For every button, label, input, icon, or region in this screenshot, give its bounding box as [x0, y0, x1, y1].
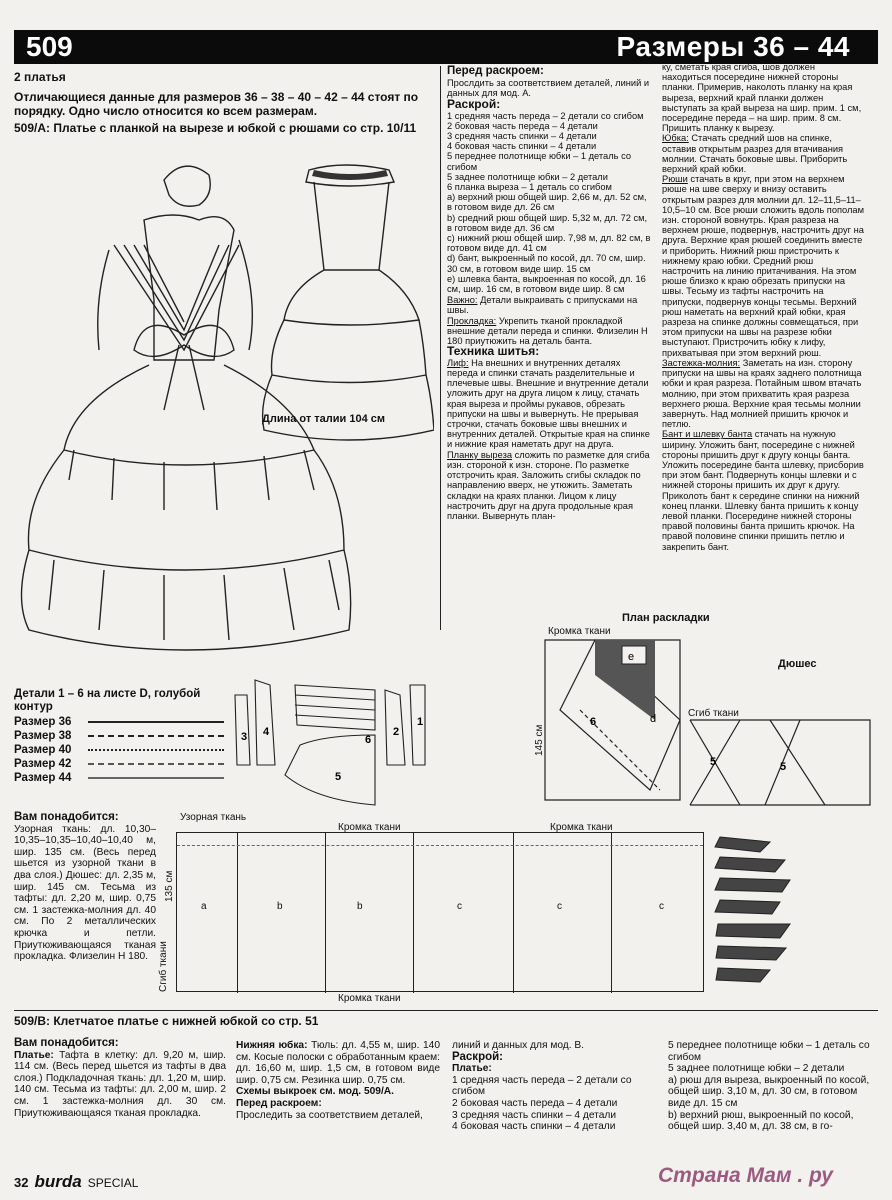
plan-title: План раскладки — [622, 612, 710, 624]
list-item: b) средний рюш общей шир. 5,32 м, дл. 72 см, в готовом виде дл. 36 см — [447, 212, 648, 233]
footer — [14, 1172, 138, 1192]
column-2: Перед раскроем: Прослдить за соответствием деталей, линий и данных для мод. А. Раскрой: 1 средняя часть переда – 2 детали со сгибом 2 боковая часть переда – 4 детали 3 средняя часть спинки – 4 детали 4 боковая часть спинки – 4 детали 5 переднее полотнище юбки – 1 деталь со сгибом 5 заднее полотнище юбки – 2 детали 6 планка выреза – 1 деталь со сгибом а) верхний рюш общей шир. 2,66 м, дл. 52 см, в готовом виде дл. 26 см b) средний рюш общей шир. 5,32 м, дл. 72 см, в готовом виде дл. 36 см с) нижний рюш общей шир. 7,98 м, дл. 82 см, в готовом виде дл. 41 см d) бант, выкроенный по косой, дл. 70 см, шир. 30 см, в готовом виде шир. 15 см е) шлевка банта, выкроенная по косой, дл. 16 см, шир. 16 см, в готовом виде шир. 8 см Важно: Детали выкраивать с припусками на швы. Прокладка: Укрепить тканой прокладкой внешние детали переда и спинки. Флизелин Н 180 приутюжить на деталь банта. Техника шитья: Лиф: На внешних и внутренних деталях переда и спинки стачать разделительные и плечевые швы. Внешние и внутренние детали уложить друг на друга лицом к лицу, стачать края выреза и проймы рукавов, обрезать припуски на швы и вывернуть. Не прерывая строчки, стачать боковые швы внешних и внутренних деталей. Открытые края на спинке и нижние края наметать друг на друга. Планку выреза сложить по разметке для сгиба изн. стороной к изн. стороне. По разметке отстрочить края. Заложить сгибы складок по направлению вверх, не утюжить. Заметать складки на краях планки. Лицом к лицу настрочить друг на друга продольные края планки. Вывернуть план- — [447, 66, 653, 521]
svg-text:5: 5 — [710, 756, 717, 768]
piece-label: b — [277, 901, 283, 912]
svg-text:e: e — [628, 651, 635, 663]
width-135: 135 см — [164, 870, 175, 902]
model-b-title: 509/В: Клетчатое платье с нижней юбкой со стр. 51 — [14, 1014, 319, 1028]
list-item: 5 переднее полотнище юбки – 1 деталь со сгибом — [668, 1040, 870, 1063]
kromka-label: Кромка ткани — [338, 822, 401, 833]
svg-text:6: 6 — [365, 734, 372, 746]
pattern-pieces — [225, 675, 435, 815]
details-title: Детали 1 – 6 на листе D, голубой контур — [14, 688, 201, 713]
list-item: 5 заднее полотнище юбки – 2 детали — [447, 171, 608, 182]
model-a-title: 509/А: Платье с планкой на вырезе и юбкой с рюшами со стр. 10/11 — [14, 121, 417, 135]
dyushes-label: Дюшес — [778, 658, 817, 670]
svg-text:5: 5 — [335, 771, 342, 783]
kromka-label: Кромка ткани — [550, 822, 613, 833]
watermark: Страна Мам . ру — [658, 1164, 833, 1187]
list-item: 3 средняя часть спинки – 4 детали — [452, 1109, 617, 1121]
details-legend — [14, 688, 224, 785]
column-3: ку, сметать края сгиба, шов должен находиться посередине нижней стороны планки. Примерив, наколоть планку на края выреза, верхний край планки должен выступать за край выреза на шир. прим. 1 см, посередине переда – на шир. прим. 8 см. Пришить планку к вырезу. Юбка: Стачать средний шов на спинке, оставив открытым разрез для втачивания молнии. Стачать боковые швы. Приборить верхний край юбки. Рюши стачать в круг, при этом на верхнем рюше на шве сверху и внизу оставить открытым разрез для молнии дл. 12–11,5–11–10,5–10 см. Все рюши сложить вдоль пополам изн. стороной вовнутрь. Края разреза на верхнем рюше, подвернув, настрочить друг на друга. Верхние края рюшей соединить вместе и приборить. Нижний рюш пристрочить к нижнему краю юбки. Средний рюш настрочить на линию притачивания. На этом рюше близко к краю обрезать припуски на швы. Тесьму из тафты настрочить на припуски, подвернув концы тесьмы. Верхний рюш наметать на верхний край юбки, края разреза на спинке должны совмещаться, при этом припуски на швы на разрезе юбки выступают. Пристрочить юбку к лифу, прихватывая при этом верхний рюш. Застежка-молния: Заметать на изн. сторону припуски на швы на краях заднего полотнища юбки и края разреза. Потайным швом втачать молнию, при этом прихватить края разреза верхнего рюша. Верхние края тесьмы молнии завернуть. Над молнией пришить крючок и петлю. Бант и шлевку банта стачать на нужную ширину. Уложить бант, посередине с нижней стороны пришить друг к другу концы банта. Уложить посередине банта шлевку, присборив при этом бант. Подвернуть концы шлевки и с нижней стороны пришить их друг к другу. Приколоть бант к середине спинки на нижний конец планки. Шлевку банта пришить к концу левой планки. Посередине нижней стороны правой половины банта пришить крючок. На правой половине спинки пришить петлю и закрепить бант. — [662, 62, 864, 552]
length-label: Длина от талии 104 см — [262, 413, 386, 425]
list-item: е) шлевка банта, выкроенная по косой, дл. 16 см, шир. 16 см, в готовом виде шир. 8 см — [447, 273, 646, 295]
dress-count: 2 платья — [14, 70, 66, 84]
size-row: Размер 40 — [14, 743, 224, 757]
svg-text:5: 5 — [780, 761, 787, 773]
svg-text:d: d — [650, 713, 657, 725]
svg-text:6: 6 — [590, 716, 597, 728]
list-item: 5 переднее полотнище юбки – 1 деталь со сгибом — [447, 151, 631, 172]
brand-special: SPECIAL — [87, 1176, 139, 1190]
uzor-label: Узорная ткань — [180, 812, 247, 823]
materials-b-2: Нижняя юбка: Тюль: дл. 4,55 м, шир. 140 см. Косые полоски с обработанным краем: дл. 16,60 м, шир. 1,5 см, в готовом виде шир. 0,75 см. Резинка шир. 0,75 см. Схемы выкроек см. мод. 509/А. Перед раскроем: Проследить за соответствием деталей, — [236, 1040, 440, 1121]
column-divider — [440, 66, 441, 630]
list-item: 1 средняя часть переда – 2 детали со сгибом — [447, 110, 644, 121]
sgib-label: Сгиб ткани — [158, 941, 169, 992]
list-item: 3 средняя часть спинки – 4 детали — [447, 131, 597, 141]
list-item: 6 планка выреза – 1 деталь со сгибом — [447, 182, 612, 193]
sgib-label: Сгиб ткани — [688, 708, 739, 719]
list-item: d) бант, выкроенный по косой, дл. 70 см, шир. 30 см, в готовом виде шир. 15 см — [447, 253, 646, 274]
raskroy-b-2 — [668, 1040, 874, 1133]
svg-text:1: 1 — [417, 716, 424, 728]
sizes-title: Размеры 36 – 44 — [616, 31, 850, 62]
page-number: 509 — [26, 31, 73, 62]
piece-label: a — [201, 901, 207, 912]
dyushes-layout — [540, 630, 880, 810]
width-145: 145 см — [534, 724, 545, 756]
need-title: Вам понадобится: — [14, 811, 119, 823]
piece-label: c — [457, 901, 462, 912]
list-item: а) рюш для выреза, выкроенный по косой, общей шир. 3,10 м, дл. 30 см, в готовом виде дл. 15 см — [668, 1074, 870, 1109]
svg-text:2: 2 — [393, 726, 400, 738]
footer-page-number: 32 — [14, 1175, 29, 1190]
section-divider — [14, 1010, 878, 1011]
list-item: 1 средняя часть переда – 2 детали со сгибом — [452, 1074, 632, 1098]
materials-a — [14, 812, 156, 963]
materials-b: Вам понадобится: Платье: Тафта в клетку: дл. 9,20 м, шир. 114 см. (Весь перед шьется из тафты в два слоя.) Подкладочная ткань: дл. 1,20 м, шир. 140 см. Тесьма из тафты: дл. 2,00 м, шир. 2 см. 1 застежка-молния дл. 30 см. Приутюживающаяся тканая прокладка. — [14, 1037, 226, 1119]
need-text: Узорная ткань: дл. 10,30–10,35–10,35–10,40–10,40 м, шир. 135 см. (Весь перед шьется из узорной ткани в два слоя.) Дюшес: дл. 2,35 м, шир. 145 см. Тесьма из тафты: дл. 2,20 м, шир. 0,75 см. 1 застежка-молния дл. 40 см. По 2 металлических крючка и петли. Приутюживающаяся тканая прокладка. Флизелин Н 180. — [14, 823, 156, 963]
svg-text:4: 4 — [263, 726, 270, 738]
piece-label: c — [659, 901, 664, 912]
intro-text: Отличающиеся данные для размеров 36 – 38 – 40 – 42 – 44 стоят по порядку. Одно число относится ко всем размерам. — [14, 90, 419, 118]
list-item: b) верхний рюш, выкроенный по косой, общей шир. 3,40 м, дл. 38 см, в го- — [668, 1109, 854, 1133]
kromka-label: Кромка ткани — [338, 993, 401, 1004]
size-row: Размер 42 — [14, 757, 224, 771]
raskroy-b: линий и данных для мод. В. Раскрой: Платье: 1 средняя часть переда – 2 детали со сгибом 2 боковая часть переда – 4 детали 3 средняя часть спинки – 4 детали 4 боковая часть спинки – 4 детали — [452, 1040, 660, 1133]
list-item: 2 боковая часть переда – 4 детали — [447, 120, 598, 131]
raskroy-list — [447, 111, 653, 295]
size-row: Размер 36 — [14, 715, 224, 729]
brand-logo: burda — [34, 1172, 82, 1191]
list-item: а) верхний рюш общей шир. 2,66 м, дл. 52 см, в готовом виде дл. 26 см — [447, 192, 647, 213]
piece-label: b — [357, 901, 363, 912]
kromka-label: Кромка ткани — [548, 626, 611, 637]
intro-block — [14, 70, 434, 136]
list-item: 4 боковая часть спинки – 4 детали — [452, 1121, 616, 1133]
size-row: Размер 44 — [14, 771, 224, 785]
header-bar — [14, 30, 878, 64]
piece-label: c — [557, 901, 562, 912]
pieces-stack — [710, 832, 860, 992]
list-item: 5 заднее полотнище юбки – 2 детали — [668, 1063, 845, 1075]
svg-text:3: 3 — [241, 731, 248, 743]
size-row: Размер 38 — [14, 729, 224, 743]
list-item: 4 боковая часть спинки – 4 детали — [447, 141, 597, 152]
list-item: с) нижний рюш общей шир. 7,98 м, дл. 82 см, в готовом виде дл. 41 см — [447, 233, 651, 254]
uzor-layout — [176, 832, 704, 992]
list-item: 2 боковая часть переда – 4 детали — [452, 1097, 618, 1109]
